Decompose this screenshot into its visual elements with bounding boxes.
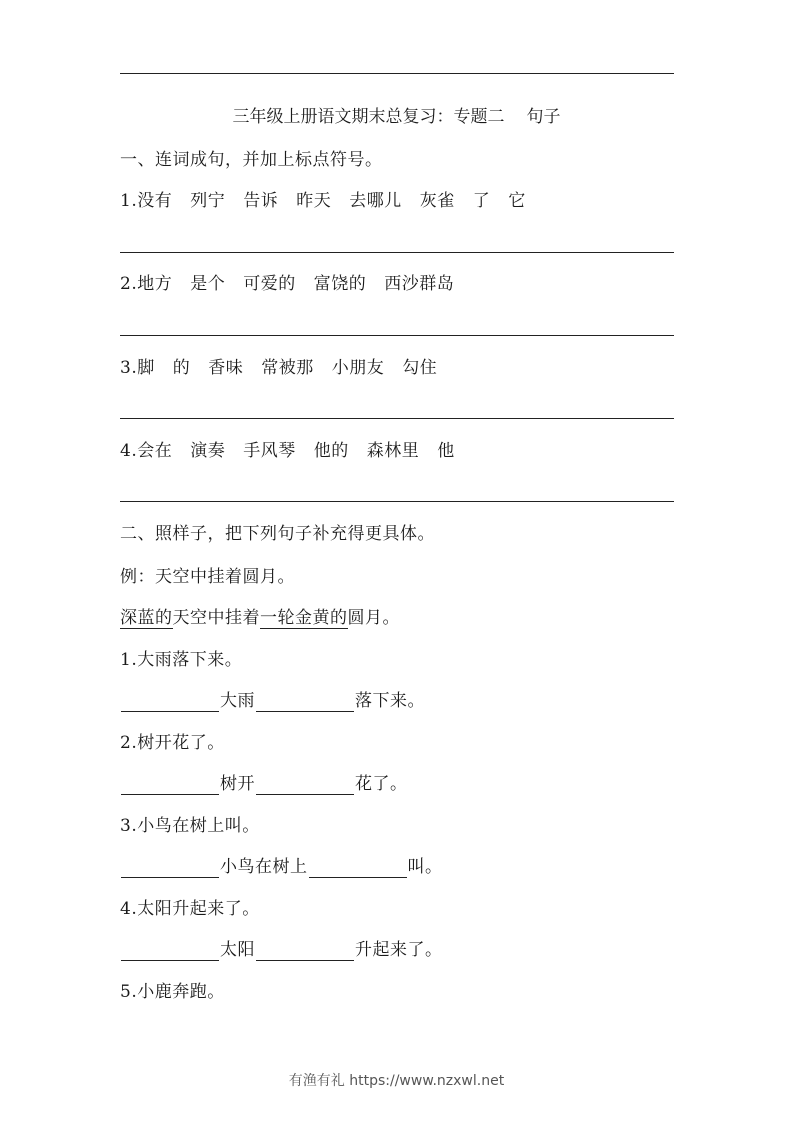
word: 可爱的 [243, 274, 296, 294]
fill-blank[interactable] [256, 695, 354, 712]
s2-question-3: 3.小鸟在树上叫。 [120, 816, 260, 836]
word: 他 [437, 441, 455, 461]
example-label: 例：天空中挂着圆月。 [120, 567, 295, 587]
fill-blank[interactable] [121, 944, 219, 961]
word: 去哪儿 [349, 191, 402, 211]
s2-answer-3 [120, 856, 443, 878]
item-number: 4. [120, 441, 138, 461]
s2-question-2: 2.树开花了。 [120, 733, 225, 753]
word: 了 [472, 191, 491, 211]
answer-text: 太阳 [220, 940, 255, 960]
answer-line[interactable] [120, 418, 674, 419]
word: 是个 [190, 274, 226, 294]
word: 西沙群岛 [384, 274, 455, 294]
answer-text: 树开 [220, 774, 255, 794]
title-main: 三年级上册语文期末总复习：专题二 [232, 107, 505, 127]
word: 常被那 [261, 358, 314, 378]
word: 富饶的 [313, 274, 367, 294]
title-suffix: 句子 [526, 107, 561, 127]
example-answer [120, 607, 400, 629]
fill-blank[interactable] [121, 778, 219, 795]
word: 的 [172, 358, 191, 378]
s2-question-4: 4.太阳升起来了。 [120, 899, 260, 919]
s1-item-1 [120, 190, 544, 212]
word: 灰雀 [419, 191, 455, 211]
word: 会在 [137, 441, 173, 461]
answer-text: 落下来。 [355, 691, 425, 711]
answer-line[interactable] [120, 335, 674, 336]
word: 脚 [137, 358, 155, 378]
word: 勾住 [402, 358, 438, 378]
answer-text: 小鸟在树上 [220, 857, 308, 877]
word: 演奏 [190, 441, 226, 461]
answer-text: 升起来了。 [355, 940, 443, 960]
answer-text: 花了。 [355, 774, 408, 794]
word: 森林里 [366, 441, 420, 461]
word: 他的 [313, 441, 349, 461]
example-underlined-1: 深蓝的 [120, 608, 173, 628]
fill-blank[interactable] [121, 695, 219, 712]
word: 地方 [137, 274, 173, 294]
s2-question-5: 5.小鹿奔跑。 [120, 982, 225, 1002]
word: 告诉 [243, 191, 279, 211]
s1-item-3 [120, 357, 455, 379]
answer-text: 大雨 [220, 691, 255, 711]
fill-blank[interactable] [309, 861, 407, 878]
s1-item-2 [120, 273, 472, 295]
word: 它 [508, 191, 526, 211]
item-number: 3. [120, 358, 138, 378]
s2-question-1: 1.大雨落下来。 [120, 650, 243, 670]
item-number: 2. [120, 274, 138, 294]
page-title [0, 106, 793, 128]
answer-line[interactable] [120, 501, 674, 502]
footer-watermark: 有渔有礼 https://www.nzxwl.net [288, 1073, 505, 1089]
fill-blank[interactable] [121, 861, 219, 878]
s2-answer-2 [120, 773, 408, 795]
example-text-2: 圆月。 [347, 608, 400, 628]
word: 列宁 [190, 191, 226, 211]
s2-answer-4 [120, 939, 443, 961]
example-underlined-2: 一轮金黄的 [260, 608, 348, 628]
answer-line[interactable] [120, 252, 674, 253]
word: 小朋友 [331, 358, 385, 378]
word: 昨天 [296, 191, 332, 211]
top-rule [120, 73, 674, 74]
item-number: 1. [120, 191, 138, 211]
section2-heading: 二、照样子，把下列句子补充得更具体。 [120, 524, 435, 544]
s1-item-4 [120, 440, 473, 462]
answer-text: 叫。 [407, 857, 443, 877]
section1-heading: 一、连词成句，并加上标点符号。 [120, 150, 383, 170]
word: 香味 [208, 358, 244, 378]
fill-blank[interactable] [256, 944, 354, 961]
word: 没有 [137, 191, 173, 211]
word: 手风琴 [243, 441, 296, 461]
fill-blank[interactable] [256, 778, 354, 795]
s2-answer-1 [120, 690, 425, 712]
example-text-1: 天空中挂着 [172, 608, 260, 628]
